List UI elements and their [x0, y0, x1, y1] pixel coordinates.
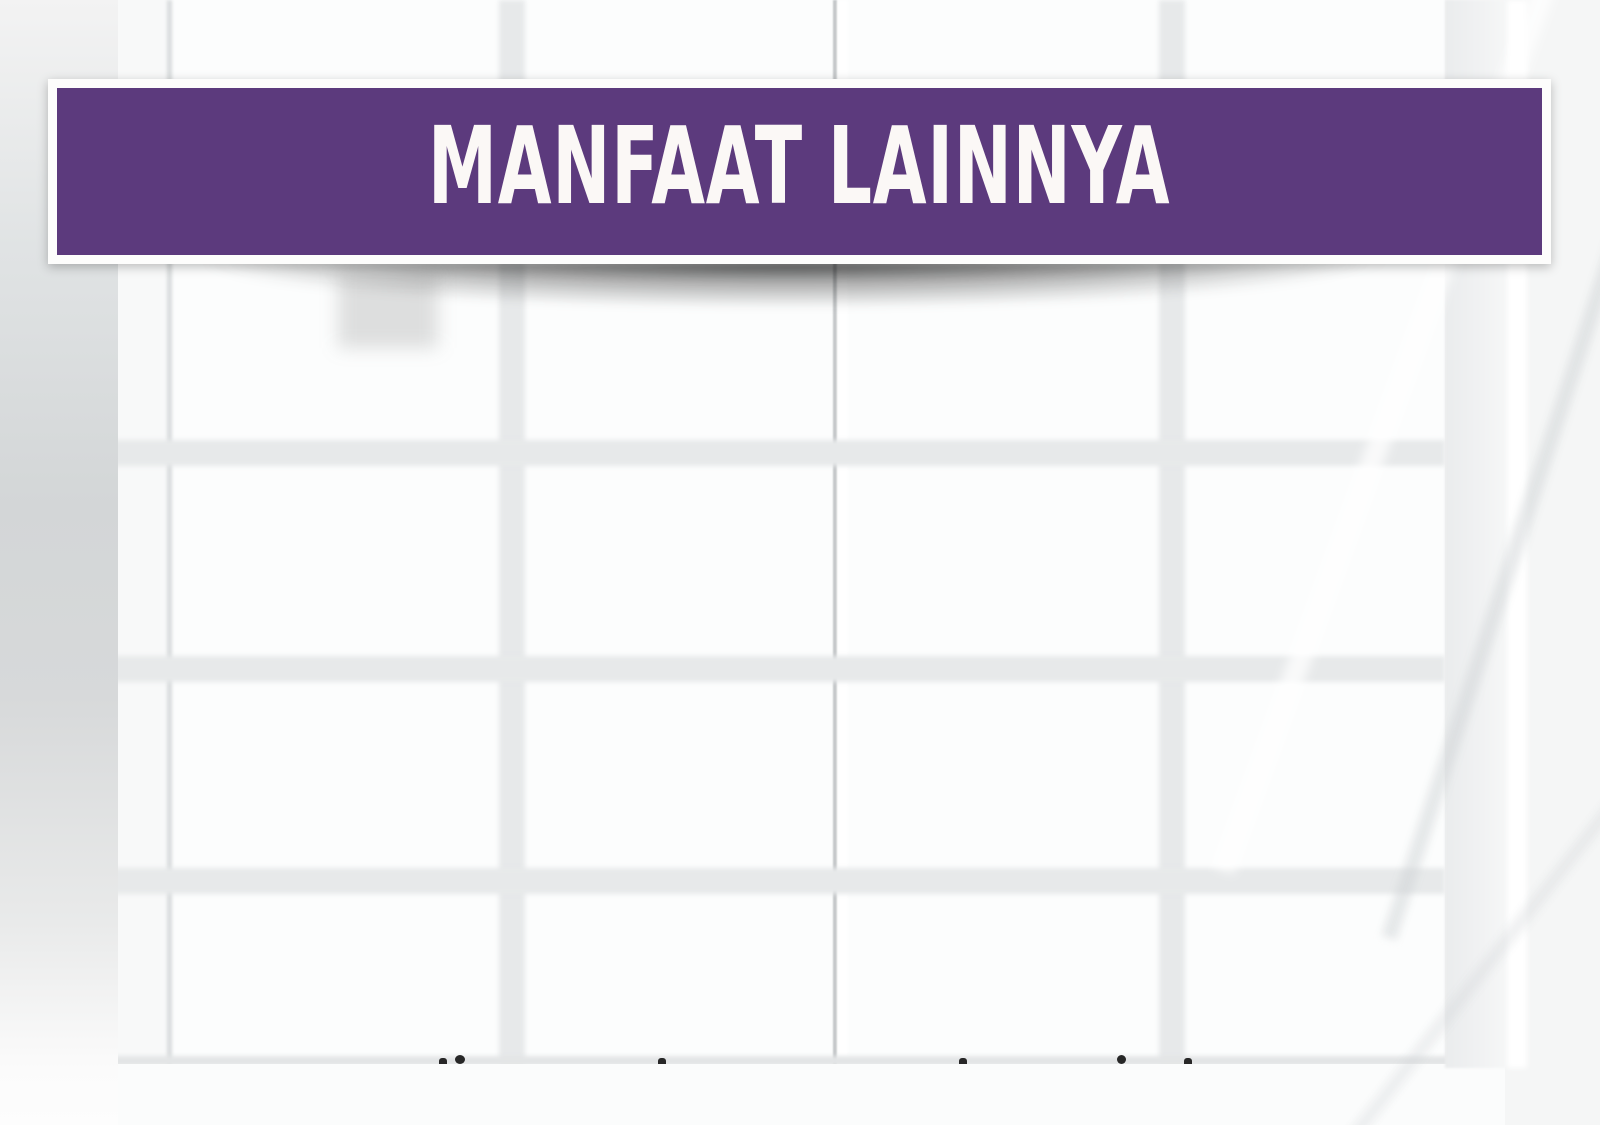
window-mullion-horizontal [112, 440, 1445, 466]
cutoff-letter-top [1184, 1058, 1192, 1064]
window-mullion-horizontal [112, 656, 1445, 682]
banner-shadow-core [95, 261, 1505, 285]
window-mullion-horizontal [112, 868, 1445, 894]
cutoff-letter-top [959, 1058, 967, 1064]
cutoff-letter-top [658, 1058, 666, 1064]
cutoff-letter-top [455, 1055, 465, 1064]
banner-shadow-blob [338, 272, 438, 348]
cutoff-letter-top [439, 1058, 447, 1064]
title-banner [48, 79, 1551, 264]
cutoff-letter-top [1117, 1055, 1126, 1064]
page-title: MANFAAT LAINNYA [428, 105, 1171, 229]
